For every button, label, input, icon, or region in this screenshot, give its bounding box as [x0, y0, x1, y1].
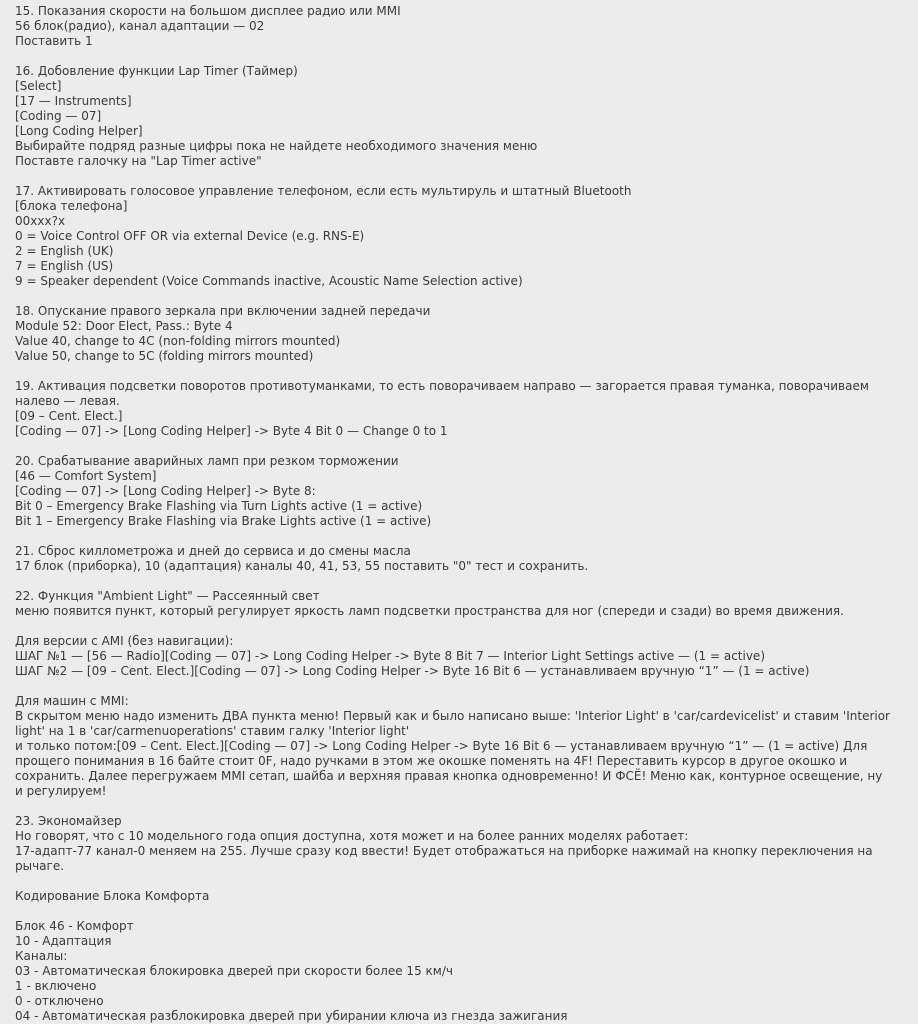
text-line: Для версии с AMI (без навигации): — [15, 634, 234, 648]
text-line: 10 - Адаптация — [15, 934, 112, 948]
text-line: [блока телефона] — [15, 199, 128, 213]
text-line: [17 — Instruments] — [15, 94, 132, 108]
text-line: 23. Экономайзер — [15, 814, 122, 828]
text-line: 22. Функция "Ambient Light" — Рассеянный свет — [15, 589, 320, 603]
text-line: 00xxx?x — [15, 214, 66, 228]
text-line: и только потом:[09 – Cent. Elect.][Coding — 07] -> Long Coding Helper -> Byte 16 Bit 6 — устанавливаем вручную “1” — (1 = active) Для прощего понимания в 16 байте стоит 0F, надо ручками в этом же окошке поменять на 4F! Переставить курсор в другое окошко и сохранить. Далее перегружаем MMI сетап, шайба и верхняя правая кнопка одновременно! И ФСЁ! Меню как, контурное освещение, ну и регулируем! — [15, 739, 887, 798]
blank-line — [15, 679, 918, 694]
text-line: Блок 46 - Комфорт — [15, 919, 134, 933]
text-line: 0 - отключено — [15, 994, 104, 1008]
text-line: ШАГ №1 — [56 — Radio][Coding — 07] -> Long Coding Helper -> Byte 8 Bit 7 — Interior Light Settings active — (1 = active) — [15, 649, 765, 663]
text-line: [Select] — [15, 79, 62, 93]
text-line: 2 = English (UK) — [15, 244, 114, 258]
text-line: Для машин с MMI: — [15, 694, 129, 708]
text-line: 9 = Speaker dependent (Voice Commands inactive, Acoustic Name Selection active) — [15, 274, 523, 288]
text-line: [Long Coding Helper] — [15, 124, 143, 138]
blank-line — [15, 619, 918, 634]
text-line: 03 - Автоматическая блокировка дверей при скорости более 15 км/ч — [15, 964, 453, 978]
text-line: [Coding — 07] -> [Long Coding Helper] -> Byte 8: — [15, 484, 316, 498]
text-line: [Coding — 07] — [15, 109, 102, 123]
text-line: 21. Сброс киллометрожа и дней до сервиса и до смены масла — [15, 544, 411, 558]
text-line: [09 – Cent. Elect.] — [15, 409, 123, 423]
blank-line — [15, 574, 918, 589]
text-line: 15. Показания скорости на большом дисплее радио или MMI — [15, 4, 401, 18]
blank-line — [15, 364, 918, 379]
text-line: 56 блок(радио), канал адаптации — 02 — [15, 19, 265, 33]
text-line: Value 50, change to 5C (folding mirrors mounted) — [15, 349, 314, 363]
text-line: 17 блок (приборка), 10 (адаптация) каналы 40, 41, 53, 55 поставить "0" тест и сохранить. — [15, 559, 589, 573]
blank-line — [15, 799, 918, 814]
text-line: В скрытом меню надо изменить ДВА пункта меню! Первый как и было написано выше: 'Interior Light' в 'car/cardevicelist' и ставим 'Interior light' на 1 в 'car/carmenuoperations' ставим галку 'Interior light' — [15, 709, 894, 738]
text-line: Поставте галочку на "Lap Timer active" — [15, 154, 262, 168]
text-line: 20. Срабатывание аварийных ламп при резком торможении — [15, 454, 399, 468]
text-line: ШАГ №2 — [09 – Cent. Elect.][Coding — 07] -> Long Coding Helper -> Byte 16 Bit 6 — устанавливаем вручную “1” — (1 = active) — [15, 664, 810, 678]
text-line: 04 - Автоматическая разблокировка дверей при убирании ключа из гнезда зажигания — [15, 1009, 568, 1023]
blank-line — [15, 529, 918, 544]
blank-line — [15, 439, 918, 454]
text-line: 0 = Voice Control OFF OR via external Device (e.g. RNS-E) — [15, 229, 365, 243]
text-line: 19. Активация подсветки поворотов противотуманками, то есть поворачиваем направо — загорается правая туманка, поворачиваем налево — левая. — [15, 379, 873, 408]
text-line: Module 52: Door Elect, Pass.: Byte 4 — [15, 319, 233, 333]
blank-line — [15, 169, 918, 184]
text-line: Bit 0 – Emergency Brake Flashing via Turn Lights active (1 = active) — [15, 499, 423, 513]
text-line: 1 - включено — [15, 979, 97, 993]
blank-line — [15, 289, 918, 304]
text-line: 17. Активировать голосовое управление телефоном, если есть мультируль и штатный Bluetooth — [15, 184, 632, 198]
text-line: 7 = English (US) — [15, 259, 114, 273]
text-line: 16. Добовление функции Lap Timer (Таймер) — [15, 64, 298, 78]
blank-line — [15, 874, 918, 889]
text-line: 17-адапт-77 канал-0 меняем на 255. Лучше сразу код ввести! Будет отображаться на приборке нажимай на кнопку переключения на рычаге. — [15, 844, 877, 873]
text-line: меню появится пункт, который регулирует яркость ламп подсветки пространства для ног (спереди и сзади) во время движения. — [15, 604, 844, 618]
text-line: 18. Опускание правого зеркала при включении задней передачи — [15, 304, 431, 318]
text-line: Поставить 1 — [15, 34, 93, 48]
text-line: Выбирайте подряд разные цифры пока не найдете необходимого значения меню — [15, 139, 538, 153]
text-line: [Coding — 07] -> [Long Coding Helper] -> Byte 4 Bit 0 — Change 0 to 1 — [15, 424, 448, 438]
text-line: Value 40, change to 4C (non-folding mirrors mounted) — [15, 334, 341, 348]
text-line: [46 — Comfort System] — [15, 469, 157, 483]
text-line: Каналы: — [15, 949, 68, 963]
text-line: Bit 1 – Emergency Brake Flashing via Brake Lights active (1 = active) — [15, 514, 432, 528]
text-line: Кодирование Блока Комфорта — [15, 889, 210, 903]
blank-line — [15, 49, 918, 64]
text-line: Но говорят, что с 10 модельного года опция доступна, хотя может и на более ранних моделях работает: — [15, 829, 689, 843]
blank-line — [15, 904, 918, 919]
